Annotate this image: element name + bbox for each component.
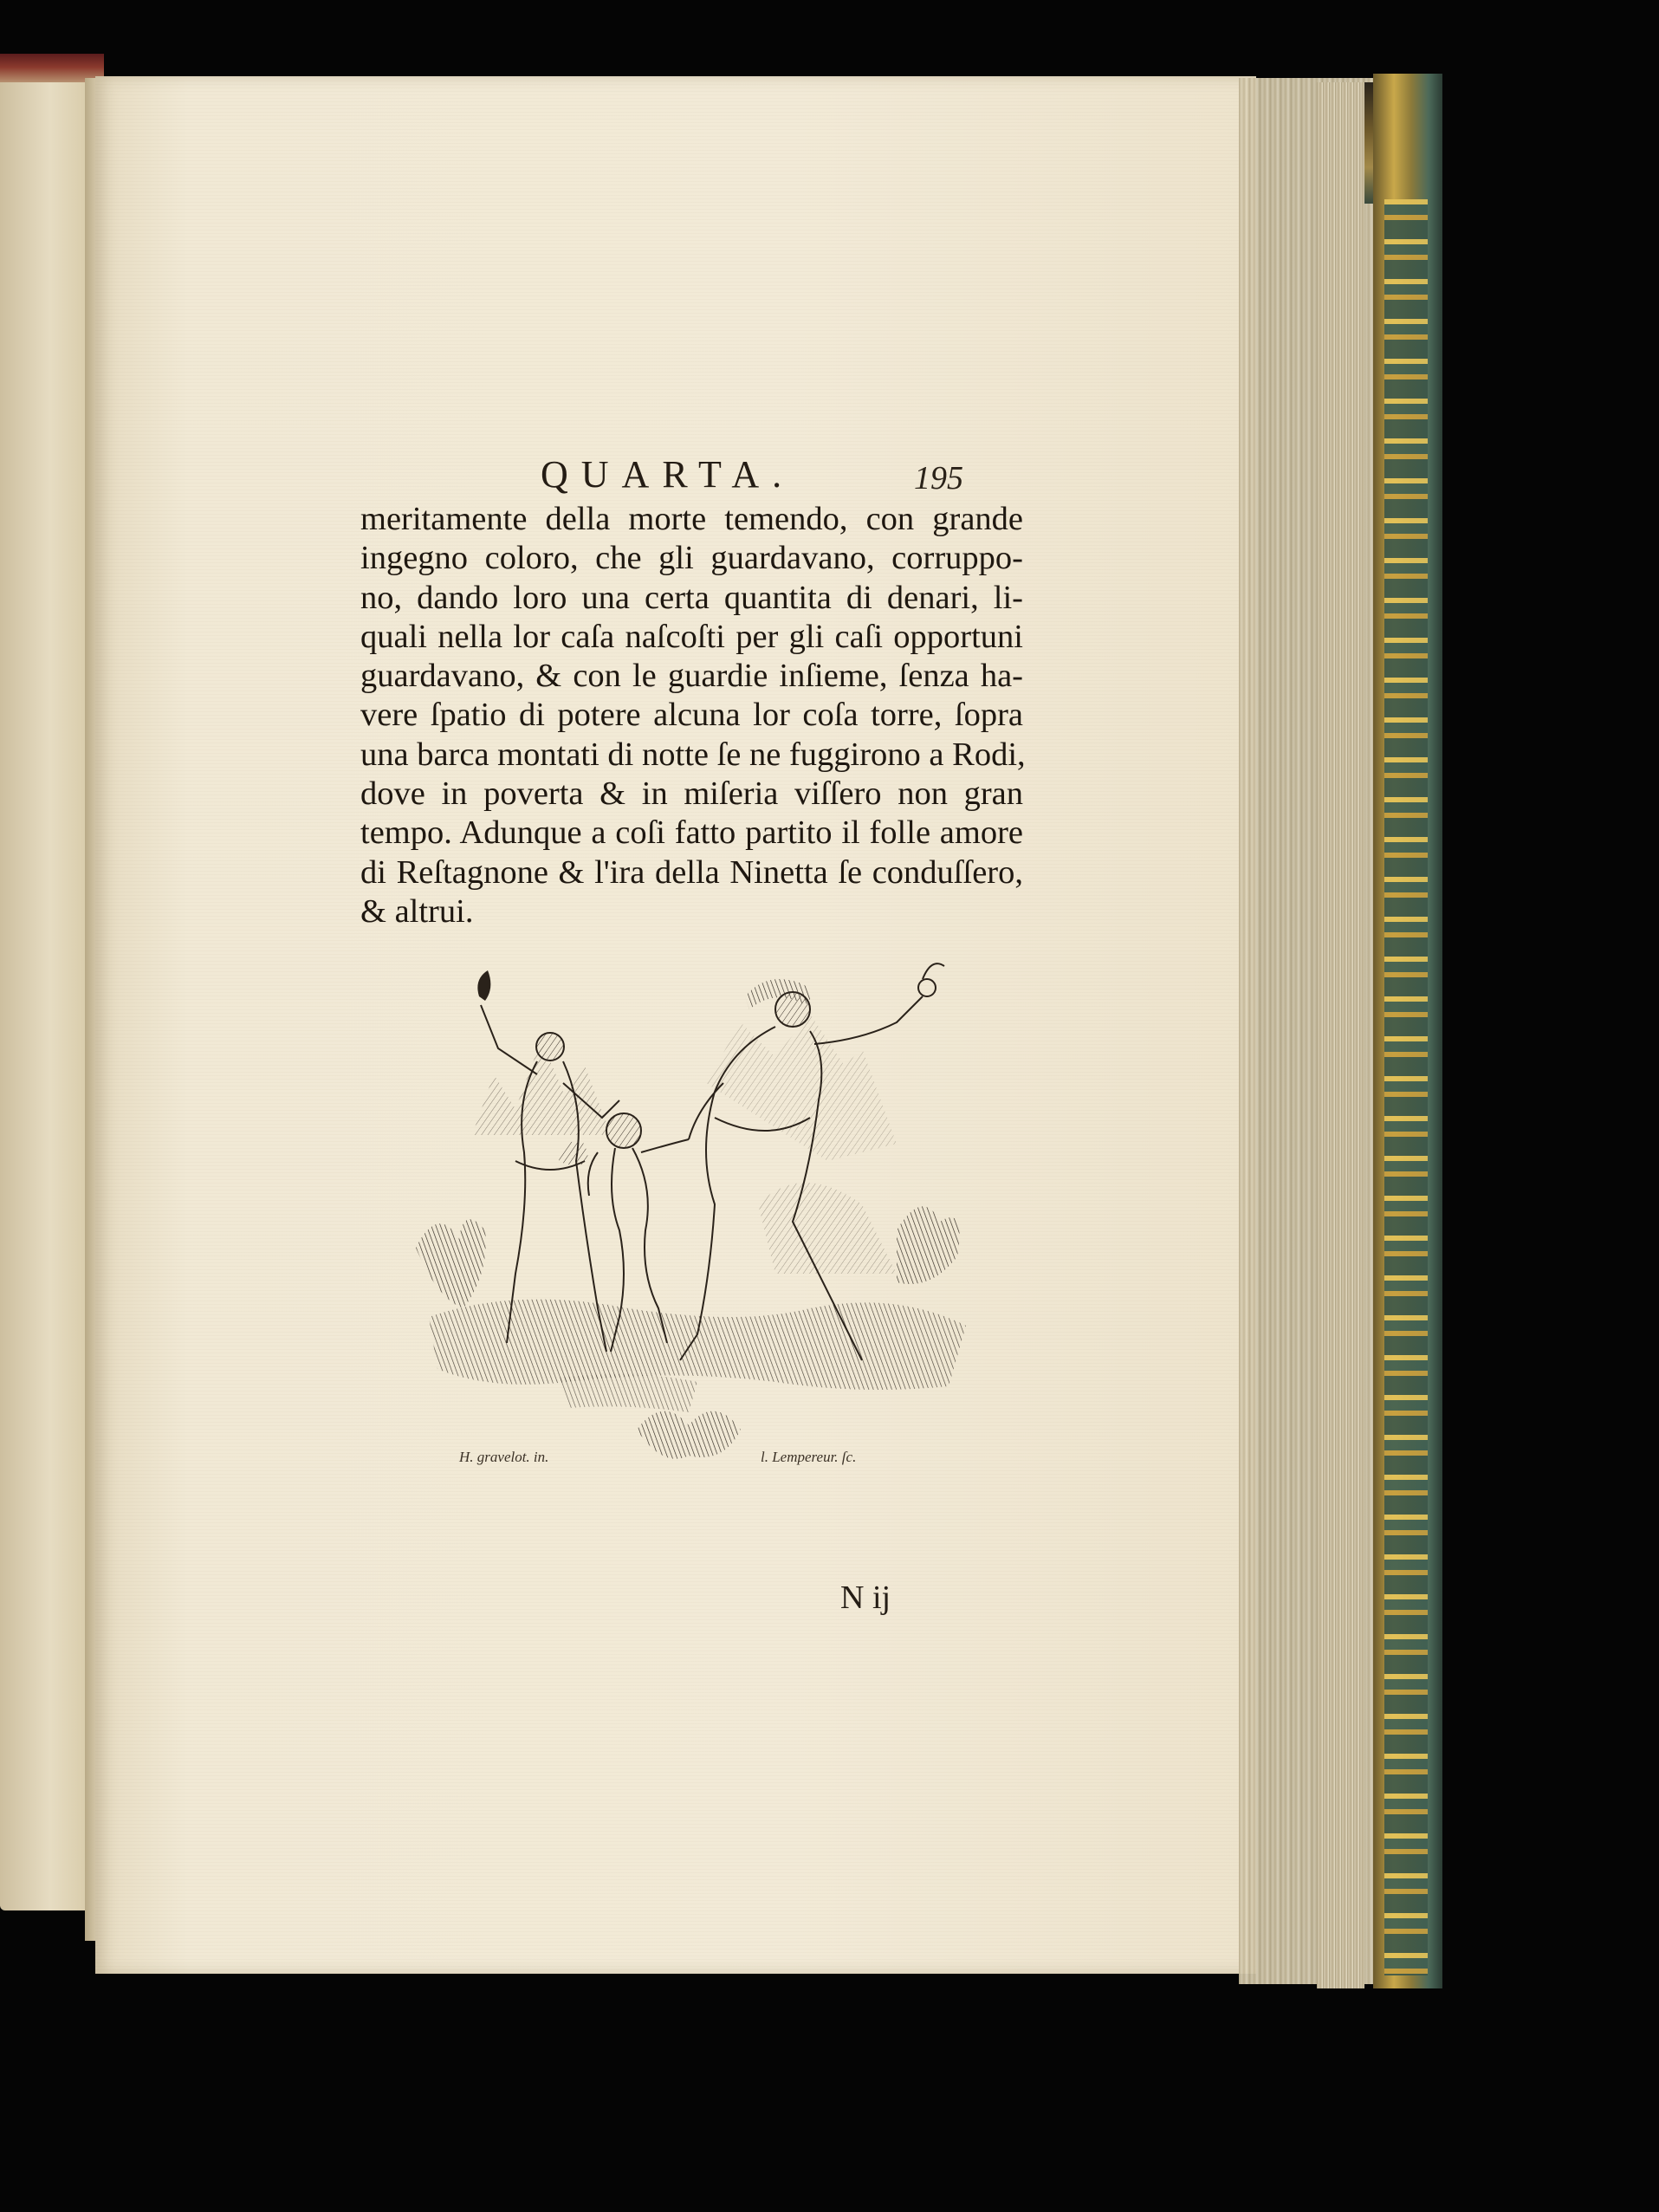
text-line: & altrui. — [360, 892, 474, 930]
body-text — [360, 500, 1026, 931]
signature-mark: N ij — [840, 1580, 891, 1616]
text-line: vere ſpatio di potere alcuna lor coſa torre, ſopra — [360, 697, 1023, 734]
text-line: tempo. Adunque a coſi fatto partito il folle amore — [360, 814, 1023, 852]
text-line: ingegno coloro, che gli guardavano, corruppo- — [360, 540, 1023, 577]
engraving-illustration — [412, 944, 975, 1499]
text-line: meritamente della morte temendo, con grande — [360, 501, 1023, 537]
artist-credit: H. gravelot. in. — [459, 1449, 549, 1465]
engraver-credit: l. Lempereur. ſc. — [761, 1449, 857, 1465]
page-number: 195 — [914, 460, 963, 496]
gilt-binding-pattern — [1384, 199, 1428, 1975]
running-head: QUARTA. — [541, 453, 795, 496]
text-line: quali nella lor caſa naſcoſti per gli caſi opportuni — [360, 618, 1023, 655]
left-page-edge — [0, 82, 91, 1910]
text-line: dove in poverta & in miſeria viſſero non gran — [360, 775, 1023, 813]
text-line: una barca montati di notte ſe ne fuggirono a Rodi, — [360, 736, 1026, 773]
text-line: guardavano, & con le guardie inſieme, ſenza ha- — [360, 658, 1023, 695]
page-fore-edge-inner — [1317, 82, 1364, 1988]
text-line: di Reſtagnone & l'ira della Ninetta ſe conduſſero, — [360, 853, 1023, 891]
text-line: no, dando loro una certa quantita di denari, li- — [360, 579, 1023, 616]
